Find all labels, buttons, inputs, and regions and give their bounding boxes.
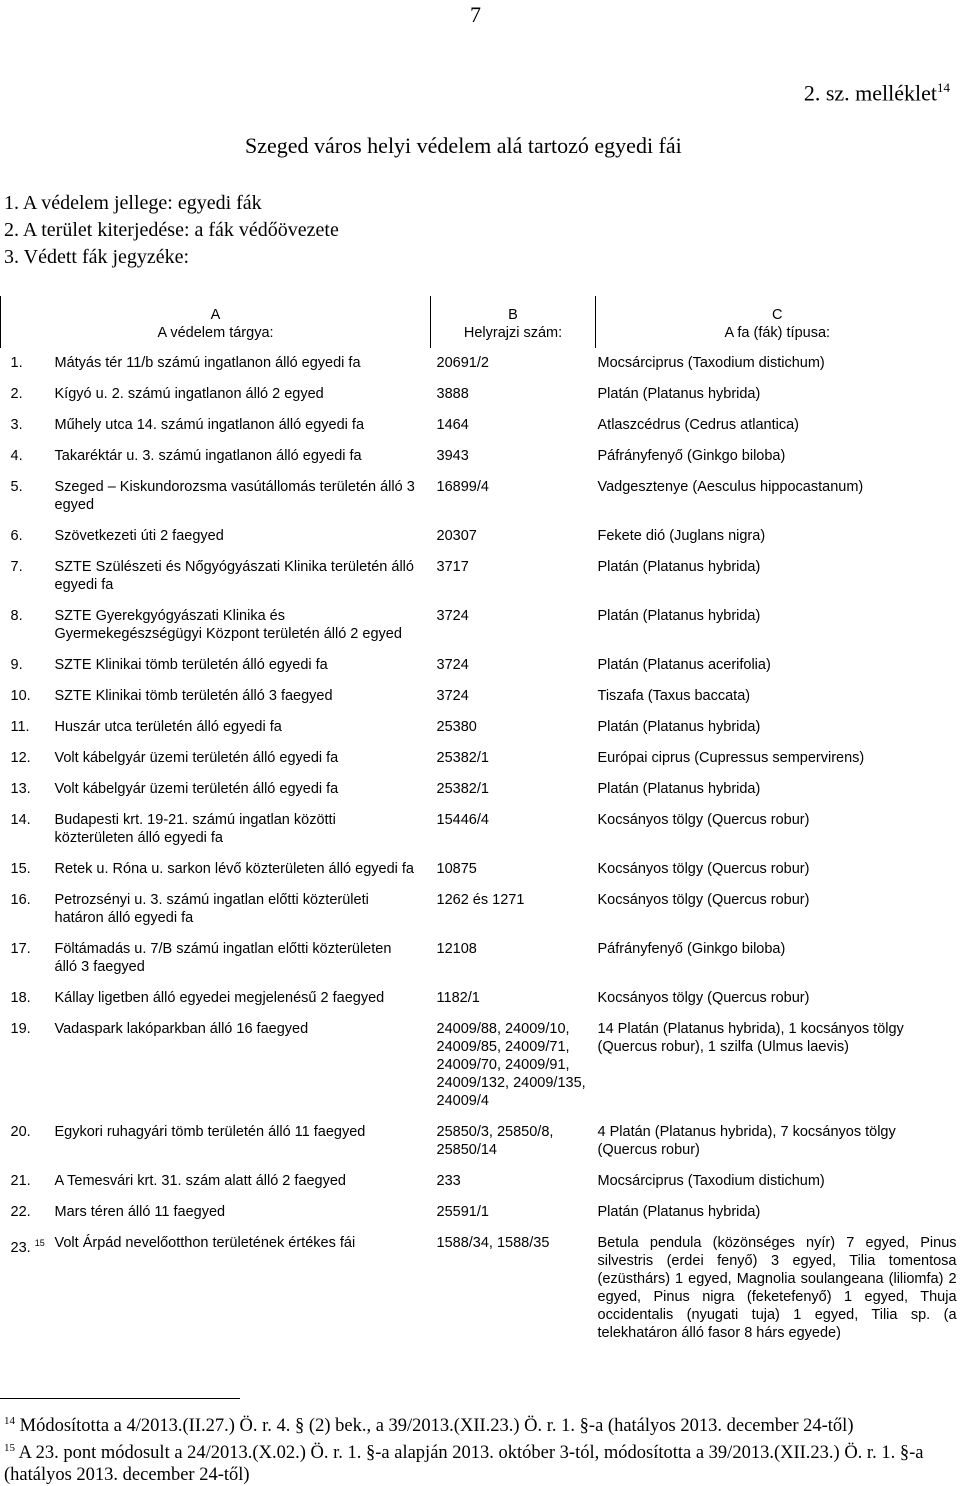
table-body	[1, 348, 959, 1349]
table-row	[1, 1228, 959, 1349]
row-number	[1, 712, 51, 743]
tree-species: Kocsányos tölgy (Quercus robur)	[597, 892, 810, 908]
row-number-text: 6.	[10, 528, 23, 544]
row-number	[1, 379, 51, 410]
tree-species: Európai ciprus (Cupressus sempervirens)	[597, 750, 865, 766]
table-row	[1, 743, 959, 774]
protected-object: Kállay ligetben álló egyedei megjelenésű 2 faegyed	[54, 990, 385, 1006]
table-row	[1, 983, 959, 1014]
table-row	[1, 854, 959, 885]
tree-species: Platán (Platanus hybrida)	[597, 559, 761, 575]
parcel-number: 10875	[436, 861, 477, 877]
column-header-b	[431, 296, 596, 348]
tree-species: Platán (Platanus hybrida)	[597, 1204, 761, 1220]
protected-object: Volt kábelgyár üzemi területén álló egyedi fa	[54, 781, 339, 797]
tree-species: Kocsányos tölgy (Quercus robur)	[597, 812, 810, 828]
row-number-text: 10.	[10, 688, 31, 704]
row-number	[1, 934, 51, 983]
row-number-text: 17.	[10, 941, 31, 957]
parcel-number: 1464	[436, 417, 469, 433]
protected-object: Mars téren álló 11 faegyed	[54, 1204, 226, 1220]
row-number-text: 7.	[10, 559, 23, 575]
annex-text: 2. sz. melléklet	[803, 80, 937, 106]
row-number	[1, 650, 51, 681]
row-number	[1, 1014, 51, 1117]
table-row	[1, 1166, 959, 1197]
protected-object: Retek u. Róna u. sarkon lévő közterületen álló egyedi fa	[54, 861, 414, 877]
row-number-text: 16.	[10, 892, 31, 908]
protected-object: Szeged – Kiskundorozsma vasútállomás területén álló 3 egyed	[54, 479, 415, 513]
tree-species: Fekete dió (Juglans nigra)	[597, 528, 766, 544]
row-number-text: 2.	[10, 386, 23, 402]
protected-object: Szövetkezeti úti 2 faegyed	[54, 528, 224, 544]
row-number	[1, 472, 51, 521]
parcel-number: 15446/4	[436, 812, 489, 828]
row-number	[1, 805, 51, 854]
table-row	[1, 1117, 959, 1166]
protected-trees-table	[0, 296, 960, 1349]
row-number-text: 23.	[10, 1239, 31, 1256]
table-row	[1, 681, 959, 712]
column-a-letter: A	[210, 307, 221, 323]
parcel-number: 12108	[436, 941, 477, 957]
row-number	[1, 885, 51, 934]
row-number-text: 3.	[10, 417, 23, 433]
parcel-number: 1182/1	[436, 990, 480, 1006]
row-number	[1, 410, 51, 441]
footnote-divider	[0, 1398, 240, 1399]
protected-object: SZTE Szülészeti és Nőgyógyászati Klinika területén álló egyedi fa	[54, 559, 414, 593]
table-row	[1, 1197, 959, 1228]
table-row	[1, 934, 959, 983]
table-row	[1, 601, 959, 650]
tree-species: Atlaszcédrus (Cedrus atlantica)	[597, 417, 799, 433]
row-number	[1, 601, 51, 650]
parcel-number: 20307	[436, 528, 477, 544]
table-row	[1, 1014, 959, 1117]
row-number-text: 21.	[10, 1173, 31, 1189]
tree-species: Platán (Platanus hybrida)	[597, 781, 761, 797]
table-row	[1, 552, 959, 601]
table-row	[1, 410, 959, 441]
protected-object: Volt kábelgyár üzemi területén álló egyedi fa	[54, 750, 339, 766]
row-number	[1, 983, 51, 1014]
parcel-number: 3724	[436, 688, 469, 704]
tree-species: Kocsányos tölgy (Quercus robur)	[597, 990, 810, 1006]
parcel-number: 25382/1	[436, 750, 489, 766]
row-number-text: 19.	[10, 1021, 31, 1037]
tree-species: Platán (Platanus hybrida)	[597, 719, 761, 735]
tree-species: Platán (Platanus hybrida)	[597, 386, 761, 402]
table-row	[1, 348, 959, 379]
column-b-letter: B	[508, 307, 518, 323]
protected-object: Budapesti krt. 19-21. számú ingatlan közötti közterületen álló egyedi fa	[54, 812, 336, 846]
protected-object: Volt Árpád nevelőotthon területének értékes fái	[54, 1235, 356, 1251]
column-b-label: Helyrajzi szám:	[463, 325, 563, 341]
tree-species: Páfrányfenyő (Ginkgo biloba)	[597, 448, 786, 464]
table-row	[1, 650, 959, 681]
table-row	[1, 521, 959, 552]
row-number	[1, 1117, 51, 1166]
column-header-a	[1, 296, 431, 348]
protected-object: Takaréktár u. 3. számú ingatlanon álló egyedi fa	[54, 448, 362, 464]
row-footnote-ref[interactable]: 15	[34, 1238, 45, 1248]
row-number-text: 13.	[10, 781, 31, 797]
table-row	[1, 472, 959, 521]
footnote-text: A 23. pont módosult a 24/2013.(X.02.) Ö. r. 1. §-a alapján 2013. október 3-tól, módosította a 39/2013.(XII.23.) Ö. r. 1. §-a (hatályos 2013. december 24-től)	[4, 1443, 924, 1486]
annex-footnote-ref[interactable]: 14	[937, 80, 950, 95]
protected-object: Vadaspark lakóparkban álló 16 faegyed	[54, 1021, 309, 1037]
parcel-number: 25850/3, 25850/8, 25850/14	[436, 1124, 554, 1158]
row-number-text: 22.	[10, 1204, 31, 1220]
info-line-protection-type: 1. A védelem jellege: egyedi fák	[4, 192, 262, 214]
tree-species: Tiszafa (Taxus baccata)	[597, 688, 751, 704]
footnote-15	[4, 1437, 954, 1486]
tree-species: Platán (Platanus hybrida)	[597, 608, 761, 624]
info-list	[4, 190, 339, 271]
footnote-ref: 15	[4, 1442, 15, 1455]
info-line-area-extent: 2. A terület kiterjedése: a fák védőövezete	[4, 219, 339, 241]
parcel-number: 3943	[436, 448, 469, 464]
table-row	[1, 441, 959, 472]
column-c-label: A fa (fák) típusa:	[724, 325, 831, 341]
protected-object: Petrozsényi u. 3. számú ingatlan előtti közterületi határon álló egyedi fa	[54, 892, 369, 926]
row-number	[1, 854, 51, 885]
row-number	[1, 441, 51, 472]
tree-species: 4 Platán (Platanus hybrida), 7 kocsányos tölgy (Quercus robur)	[597, 1124, 896, 1158]
row-number-text: 20.	[10, 1124, 31, 1140]
row-number	[1, 552, 51, 601]
parcel-number: 3724	[436, 657, 469, 673]
row-number-text: 9.	[10, 657, 23, 673]
tree-species: 14 Platán (Platanus hybrida), 1 kocsányos tölgy (Quercus robur), 1 szilfa (Ulmus laevis)	[597, 1021, 904, 1055]
table-header-row	[1, 296, 959, 348]
row-number	[1, 743, 51, 774]
table-row	[1, 885, 959, 934]
row-number	[1, 521, 51, 552]
table-row	[1, 712, 959, 743]
row-number-text: 8.	[10, 608, 23, 624]
footnote-text: Módosította a 4/2013.(II.27.) Ö. r. 4. § (2) bek., a 39/2013.(XII.23.) Ö. r. 1. §-a (hatályos 2013. december 24-től)	[19, 1416, 854, 1437]
table-row	[1, 379, 959, 410]
tree-species: Mocsárciprus (Taxodium distichum)	[597, 355, 825, 371]
annex-label	[804, 80, 950, 106]
column-c-letter: C	[772, 307, 783, 323]
column-header-c	[596, 296, 959, 348]
tree-species: Betula pendula (közönséges nyír) 7 egyed, Pinus silvestris (erdei fenyő) 3 egyed, Tilia tomentosa (ezüsthárs) 1 egyed, Magnolia soulangeana (liliomfa) 2 egyed, Pinus nigra (feketefenyő) 1 egyed, Thuja occidentalis (nyugati tuja) 1 egyed, Tilia sp. (a telekhatáron álló fasor 8 hárs egyede)	[597, 1235, 957, 1341]
tree-species: Kocsányos tölgy (Quercus robur)	[597, 861, 810, 877]
protected-object: SZTE Gyerekgyógyászati Klinika és Gyermekegészségügyi Központ területén álló 2 egyed	[54, 608, 402, 642]
row-number	[1, 1228, 51, 1349]
tree-species: Mocsárciprus (Taxodium distichum)	[597, 1173, 825, 1189]
row-number-text: 18.	[10, 990, 31, 1006]
row-number	[1, 1166, 51, 1197]
tree-species: Platán (Platanus acerifolia)	[597, 657, 771, 673]
row-number-text: 11.	[10, 719, 30, 735]
protected-object: SZTE Klinikai tömb területén álló 3 faegyed	[54, 688, 333, 704]
parcel-number: 25380	[436, 719, 477, 735]
row-number	[1, 774, 51, 805]
row-number-text: 1.	[10, 355, 23, 371]
tree-species: Páfrányfenyő (Ginkgo biloba)	[597, 941, 786, 957]
column-a-label: A védelem tárgya:	[157, 325, 274, 341]
protected-object: Föltámadás u. 7/B számú ingatlan előtti közterületen álló 3 faegyed	[54, 941, 392, 975]
protected-object: Mátyás tér 11/b számú ingatlanon álló egyedi fa	[54, 355, 361, 371]
footnotes	[4, 1410, 954, 1486]
page-number: 7	[470, 2, 481, 27]
row-number-text: 15.	[10, 861, 31, 877]
protected-object: Kígyó u. 2. számú ingatlanon álló 2 egyed	[54, 386, 324, 402]
parcel-number: 3717	[436, 559, 469, 575]
footnote-ref: 14	[4, 1415, 15, 1427]
protected-object: A Temesvári krt. 31. szám alatt álló 2 faegyed	[54, 1173, 346, 1189]
row-number	[1, 1197, 51, 1228]
parcel-number: 20691/2	[436, 355, 489, 371]
protected-object: Huszár utca területén álló egyedi fa	[54, 719, 282, 735]
parcel-number: 3724	[436, 608, 469, 624]
row-number-text: 5.	[10, 479, 23, 495]
protected-object: Műhely utca 14. számú ingatlanon álló egyedi fa	[54, 417, 365, 433]
tree-species: Vadgesztenye (Aesculus hippocastanum)	[597, 479, 864, 495]
table-row	[1, 774, 959, 805]
document-title: Szeged város helyi védelem alá tartozó egyedi fái	[245, 133, 682, 158]
parcel-number: 25591/1	[436, 1204, 489, 1220]
protected-object: SZTE Klinikai tömb területén álló egyedi fa	[54, 657, 328, 673]
row-number-text: 4.	[10, 448, 23, 464]
parcel-number: 3888	[436, 386, 469, 402]
row-number	[1, 348, 51, 379]
parcel-number: 233	[436, 1173, 461, 1189]
row-number-text: 12.	[10, 750, 31, 766]
parcel-number: 24009/88, 24009/10, 24009/85, 24009/71, 24009/70, 24009/91, 24009/132, 24009/135, 24009/4	[436, 1021, 586, 1109]
info-line-tree-list: 3. Védett fák jegyzéke:	[4, 246, 190, 268]
row-number-text: 14.	[10, 812, 31, 828]
parcel-number: 1262 és 1271	[436, 892, 525, 908]
footnote-14	[4, 1410, 954, 1437]
parcel-number: 16899/4	[436, 479, 489, 495]
row-number	[1, 681, 51, 712]
parcel-number: 1588/34, 1588/35	[436, 1235, 550, 1251]
table-row	[1, 805, 959, 854]
protected-object: Egykori ruhagyári tömb területén álló 11 faegyed	[54, 1124, 366, 1140]
parcel-number: 25382/1	[436, 781, 489, 797]
